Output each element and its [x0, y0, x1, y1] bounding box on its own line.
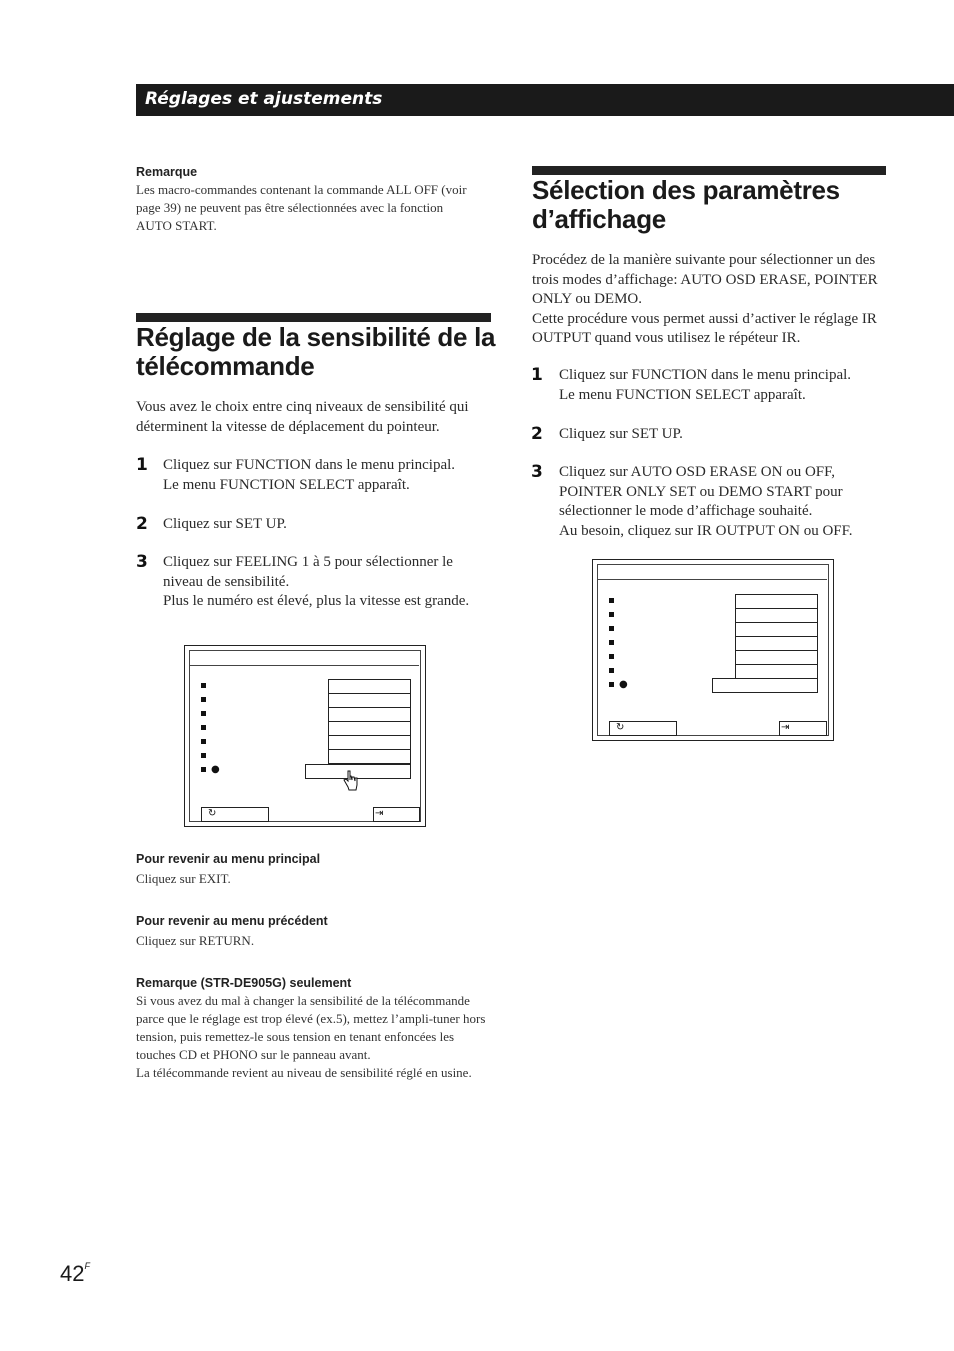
step-number: 1 — [531, 365, 543, 385]
hand-pointer-icon: ● — [211, 764, 220, 775]
page-number-suffix: F — [84, 1261, 90, 1271]
option-box[interactable] — [735, 636, 818, 651]
note-text: Cliquez sur RETURN. — [136, 933, 255, 948]
exit-icon: ⇥ — [781, 722, 790, 733]
remark-paragraph: La télécommande revient au niveau de sensibilité réglé en usine. — [136, 1065, 472, 1080]
step-instruction: Cliquez sur SET UP. — [163, 516, 287, 532]
option-box[interactable] — [328, 721, 411, 736]
screen-title-bar — [597, 564, 827, 580]
option-box[interactable] — [735, 608, 818, 623]
step-instruction: Cliquez sur FEELING 1 à 5 pour sélectionner le niveau de sensibilité. — [163, 554, 453, 590]
option-box[interactable] — [735, 622, 818, 637]
menu-bullet — [609, 626, 614, 631]
menu-bullet — [201, 767, 206, 772]
menu-bullet — [201, 739, 206, 744]
step-instruction: Cliquez sur AUTO OSD ERASE ON ou OFF, POINTER ONLY SET ou DEMO START pour sélectionner le mode d’affichage souhaité. — [559, 464, 843, 519]
section-rule — [136, 313, 491, 322]
note-text: Les macro-commandes contenant la commande ALL OFF (voir page 39) ne peuvent pas être sélectionnées avec la fonction AUTO START. — [136, 182, 467, 233]
menu-bullet — [609, 682, 614, 687]
step-text — [559, 366, 889, 405]
menu-bullet — [201, 725, 206, 730]
return-button[interactable] — [201, 807, 269, 822]
menu-bullet — [609, 668, 614, 673]
menu-bullet — [609, 598, 614, 603]
option-box[interactable] — [328, 693, 411, 708]
step-result: Plus le numéro est élevé, plus la vitesse est grande. — [163, 593, 470, 609]
section-intro: Vous avez le choix entre cinq niveaux de sensibilité qui déterminent la vitesse de déplacement du pointeur. — [136, 399, 469, 435]
step-text — [163, 553, 483, 612]
step-number: 2 — [136, 514, 148, 534]
menu-bullet — [609, 640, 614, 645]
step-number: 3 — [531, 462, 543, 482]
note-title: Pour revenir au menu principal — [136, 852, 321, 866]
menu-bullet — [201, 753, 206, 758]
note-title: Remarque (STR-DE905G) seulement — [136, 976, 352, 990]
note-title: Pour revenir au menu précédent — [136, 914, 328, 928]
step-instruction: Cliquez sur FUNCTION dans le menu principal. — [163, 457, 456, 473]
menu-bullet — [201, 711, 206, 716]
section-rule — [532, 166, 886, 175]
exit-icon: ⇥ — [375, 808, 384, 819]
option-box[interactable] — [328, 749, 411, 764]
display-setup-screen-illustration — [592, 559, 834, 741]
setup-screen-illustration — [184, 645, 426, 827]
section-header-title: Réglages et ajustements — [145, 89, 383, 109]
hand-pointer-icon: ● — [619, 679, 628, 690]
section-title-display: Sélection des paramètres d’affichage — [532, 175, 840, 234]
screen-title-bar — [189, 650, 419, 666]
header-bar — [136, 84, 954, 116]
step-text — [163, 456, 493, 495]
note-text — [136, 992, 492, 1082]
section-title-sensitivity: Réglage de la sensibilité de la télécommande — [136, 322, 496, 381]
option-selected[interactable] — [712, 678, 818, 693]
step-instruction: Cliquez sur FUNCTION dans le menu principal. — [559, 367, 852, 383]
option-box[interactable] — [735, 594, 818, 609]
option-box[interactable] — [735, 664, 818, 679]
page-number — [60, 1261, 90, 1287]
intro-paragraph: Cette procédure vous permet aussi d’activer le réglage IR OUTPUT quand vous utilisez le répéteur IR. — [532, 310, 877, 346]
step-result: Le menu FUNCTION SELECT apparaît. — [163, 476, 410, 493]
intro-paragraph: Procédez de la manière suivante pour sélectionner un des trois modes d’affichage: AUTO OSD ERASE, POINTER ONLY ou DEMO. — [532, 252, 878, 307]
remark-paragraph: Si vous avez du mal à changer la sensibilité de la télécommande parce que le réglage est trop élevé (ex.5), mettez l’ampli-tuner hors tension, puis remettez-le sous tension en tenant enfoncées les touches CD et PHONO sur le panneau avant. — [136, 993, 486, 1062]
step-number: 2 — [531, 424, 543, 444]
step-text — [559, 463, 884, 541]
return-icon: ↻ — [208, 808, 217, 819]
exit-button[interactable] — [779, 721, 827, 736]
menu-bullet — [609, 612, 614, 617]
option-box[interactable] — [328, 707, 411, 722]
option-box[interactable] — [735, 650, 818, 665]
return-button[interactable] — [609, 721, 677, 736]
menu-bullet — [201, 683, 206, 688]
option-box[interactable] — [328, 735, 411, 750]
step-result: Le menu FUNCTION SELECT apparaît. — [559, 386, 806, 403]
hand-cursor-icon — [343, 770, 359, 792]
note-text: Cliquez sur EXIT. — [136, 871, 231, 886]
step-number: 1 — [136, 455, 148, 475]
step-result: Au besoin, cliquez sur IR OUTPUT ON ou OFF. — [559, 522, 853, 539]
step-number: 3 — [136, 552, 148, 572]
menu-bullet — [201, 697, 206, 702]
menu-bullet — [609, 654, 614, 659]
section-intro — [532, 251, 886, 349]
option-box[interactable] — [328, 679, 411, 694]
step-instruction: Cliquez sur SET UP. — [559, 426, 683, 442]
page-number-value: 42 — [60, 1261, 85, 1286]
exit-button[interactable] — [373, 807, 420, 822]
return-icon: ↻ — [616, 722, 625, 733]
note-title: Remarque — [136, 165, 198, 179]
